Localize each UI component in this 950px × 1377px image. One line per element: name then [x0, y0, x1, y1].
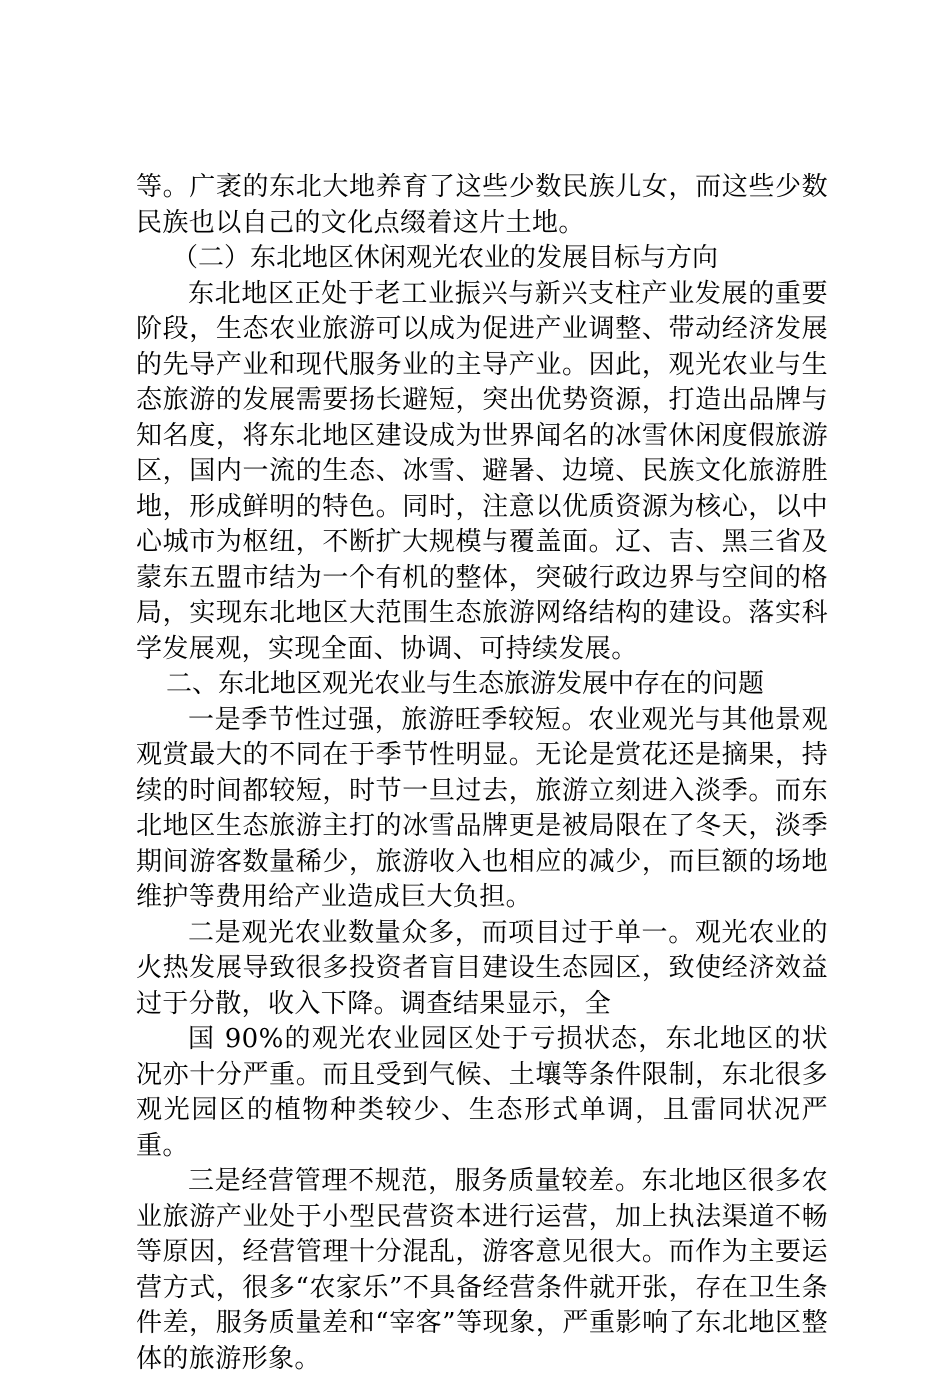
- paragraph-development-goals: 东北地区正处于老工业振兴与新兴支柱产业发展的重要阶段，生态农业旅游可以成为促进产业调整、带动经济发展的先导产业和现代服务业的主导产业。因此，观光农业与生态旅游的发展需要扬长避短，突出优势资源，打造出品牌与知名度，将东北地区建设成为世界闻名的冰雪休闲度假旅游区，国内一流的生态、冰雪、避暑、边境、民族文化旅游胜地，形成鲜明的特色。同时，注意以优质资源为核心，以中心城市为枢纽，不断扩大规模与覆盖面。辽、吉、黑三省及蒙东五盟市结为一个有机的整体，突破行政边界与空间的格局，实现东北地区大范围生态旅游网络结构的建设。落实科学发展观，实现全面、协调、可持续发展。: [136, 278, 828, 664]
- section-heading-development-goals: （二）东北地区休闲观光农业的发展目标与方向: [172, 243, 719, 273]
- paragraph-problem-seasonality: 一是季节性过强，旅游旺季较短。农业观光与其他景观观赏最大的不同在于季节性明显。无论是赏花还是摘果，持续的时间都较短，时节一旦过去，旅游立刻进入淡季。而东北地区生态旅游主打的冰雪品牌更是被局限在了冬天，淡季期间游客数量稀少，旅游收入也相应的减少，而巨额的场地维护等费用给产业造成巨大负担。: [136, 704, 828, 912]
- paragraph-problem-single-project: 二是观光农业数量众多，而项目过于单一。观光农业的火热发展导致很多投资者盲目建设生态园区，致使经济效益过于分散，收入下降。调查结果显示，全: [136, 917, 828, 1019]
- paragraph-continuation: 等。广袤的东北大地养育了这些少数民族儿女，而这些少数民族也以自己的文化点缀着这片土地。: [136, 172, 828, 238]
- paragraph-problem-management: 三是经营管理不规范，服务质量较差。东北地区很多农业旅游产业处于小型民营资本进行运营，加上执法渠道不畅等原因，经营管理十分混乱，游客意见很大。而作为主要运营方式，很多“农家乐”不具备经营条件就开张，存在卫生条件差，服务质量差和“宰客”等现象，严重影响了东北地区整体的旅游形象。: [136, 1166, 828, 1374]
- document-page: [136, 170, 828, 1377]
- paragraph-problem-statistics: 国 90%的观光农业园区处于亏损状态，东北地区的状况亦十分严重。而且受到气候、土壤等条件限制，东北很多观光园区的植物种类较少、生态形式单调，且雷同状况严重。: [136, 1024, 828, 1161]
- section-heading-problems: 二、东北地区观光农业与生态旅游发展中存在的问题: [166, 669, 765, 699]
